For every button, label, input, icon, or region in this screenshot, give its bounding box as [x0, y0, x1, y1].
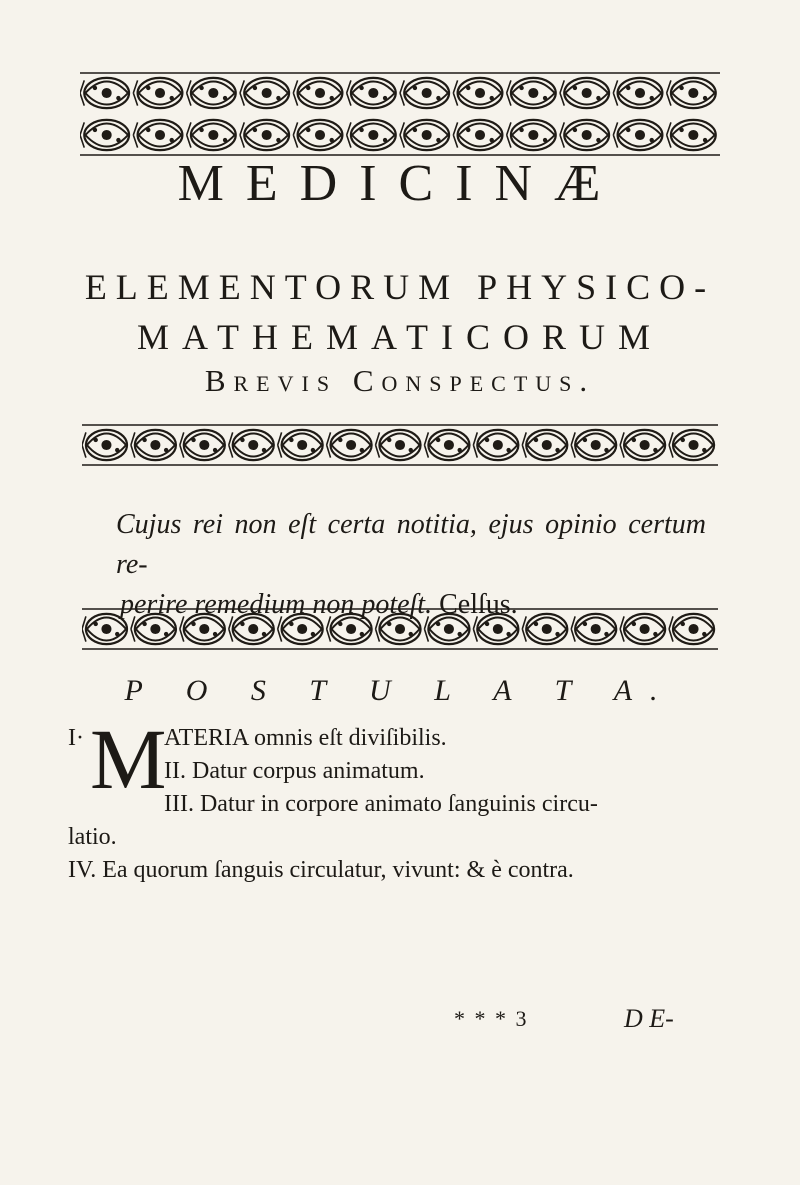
item-1-number: I·	[68, 725, 84, 751]
motto-attribution: Celſus.	[439, 589, 518, 620]
postulata-heading: P O S T U L A T A.	[124, 674, 676, 707]
ornament-fleuron-band-icon	[80, 72, 720, 156]
title-line-1: ELEMENTORUM PHYSICO-	[84, 267, 716, 307]
title-main: MEDICINÆ	[177, 155, 623, 212]
signature-mark: * * * 3	[454, 1006, 529, 1031]
ornament-fleuron-row-icon	[82, 424, 718, 466]
motto-line-1: Cujus rei non eſt certa notitia, ejus opinio certum re-	[116, 509, 706, 580]
catchword: D E-	[624, 1004, 674, 1033]
middle-ornament-band-1	[0, 424, 800, 466]
middle-ornament-band-2	[0, 608, 800, 650]
item-4-text: IV. Ea quorum ſanguis circulatur, vivunt: & è contra.	[68, 857, 574, 883]
motto-line-2: perire remedium non poteſt.	[120, 589, 433, 620]
drop-cap-letter: M	[90, 711, 167, 807]
item-2-text: II. Datur corpus animatum.	[164, 758, 425, 784]
title-line-2: MATHEMATICORUM	[136, 317, 664, 357]
top-ornament-band	[0, 72, 800, 156]
title-line-3: Brevis Conspectus.	[204, 363, 596, 398]
motto-quotation	[116, 505, 706, 625]
item-3-text: III. Datur in corpore animato ſanguinis circu-	[164, 791, 598, 817]
item-3-continuation: latio.	[68, 824, 117, 850]
ornament-fleuron-row-icon	[82, 608, 718, 650]
item-1-text: ATERIA omnis eſt diviſibilis.	[164, 725, 447, 751]
